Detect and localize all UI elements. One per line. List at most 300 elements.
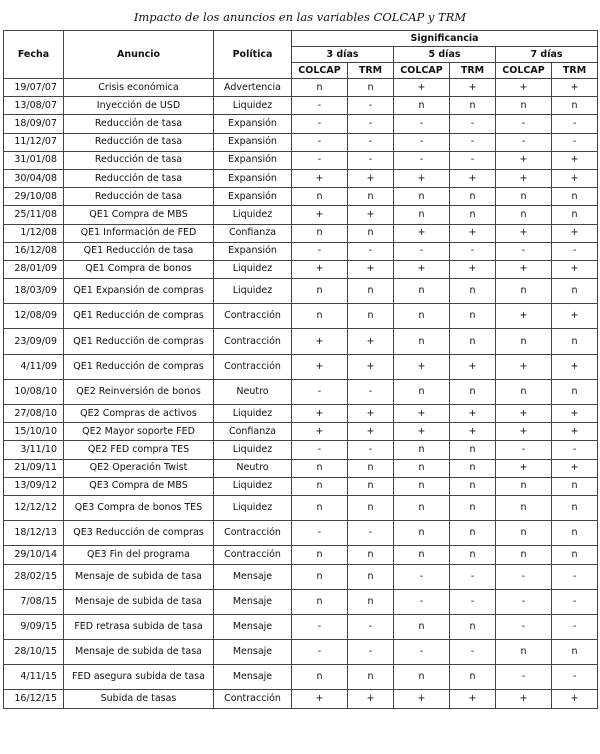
- cell-significancia: +: [394, 224, 450, 242]
- cell-significancia: +: [394, 169, 450, 187]
- cell-significancia: n: [496, 477, 552, 495]
- cell-significancia: -: [496, 589, 552, 614]
- cell-politica: Mensaje: [214, 614, 292, 639]
- table-row: [4, 206, 598, 224]
- cell-significancia: n: [394, 477, 450, 495]
- table-row: [4, 133, 598, 151]
- cell-significancia: -: [450, 242, 496, 260]
- cell-anuncio: QE1 Reducción de compras: [64, 354, 214, 379]
- cell-significancia: +: [496, 354, 552, 379]
- cell-anuncio: Inyección de USD: [64, 97, 214, 115]
- table-row: [4, 169, 598, 187]
- cell-anuncio: Subida de tasas: [64, 690, 214, 708]
- cell-fecha: 30/04/08: [4, 169, 64, 187]
- cell-significancia: -: [292, 379, 348, 404]
- cell-significancia: +: [394, 423, 450, 441]
- cell-significancia: -: [348, 242, 394, 260]
- table-row: [4, 405, 598, 423]
- table-row: [4, 279, 598, 304]
- cell-anuncio: Crisis económica: [64, 79, 214, 97]
- cell-fecha: 15/10/10: [4, 423, 64, 441]
- cell-significancia: -: [496, 441, 552, 459]
- table-row: [4, 304, 598, 329]
- cell-significancia: +: [450, 260, 496, 278]
- cell-fecha: 19/07/07: [4, 79, 64, 97]
- cell-anuncio: QE3 Compra de MBS: [64, 477, 214, 495]
- cell-fecha: 10/08/10: [4, 379, 64, 404]
- cell-significancia: -: [552, 665, 598, 690]
- cell-significancia: n: [450, 614, 496, 639]
- cell-significancia: -: [496, 115, 552, 133]
- table-row: [4, 423, 598, 441]
- cell-significancia: +: [292, 405, 348, 423]
- cell-anuncio: QE3 Fin del programa: [64, 546, 214, 564]
- cell-significancia: n: [552, 279, 598, 304]
- table-row: [4, 79, 598, 97]
- header-var: COLCAP: [292, 63, 348, 79]
- cell-anuncio: Reducción de tasa: [64, 151, 214, 169]
- cell-politica: Contracción: [214, 690, 292, 708]
- cell-fecha: 9/09/15: [4, 614, 64, 639]
- header-var: TRM: [450, 63, 496, 79]
- cell-significancia: -: [348, 614, 394, 639]
- cell-significancia: +: [496, 690, 552, 708]
- header-anuncio: Anuncio: [64, 31, 214, 79]
- table-row: [4, 564, 598, 589]
- cell-significancia: +: [348, 354, 394, 379]
- cell-fecha: 28/10/15: [4, 640, 64, 665]
- cell-significancia: -: [552, 115, 598, 133]
- cell-significancia: n: [496, 188, 552, 206]
- cell-significancia: n: [450, 379, 496, 404]
- cell-significancia: n: [552, 495, 598, 520]
- cell-significancia: +: [348, 169, 394, 187]
- cell-anuncio: QE3 Reducción de compras: [64, 521, 214, 546]
- cell-significancia: n: [394, 614, 450, 639]
- cell-politica: Mensaje: [214, 564, 292, 589]
- cell-significancia: -: [552, 564, 598, 589]
- cell-significancia: n: [552, 188, 598, 206]
- cell-significancia: n: [292, 495, 348, 520]
- cell-significancia: +: [394, 690, 450, 708]
- cell-fecha: 21/09/11: [4, 459, 64, 477]
- cell-significancia: +: [552, 459, 598, 477]
- cell-significancia: n: [292, 304, 348, 329]
- cell-significancia: n: [450, 495, 496, 520]
- cell-significancia: -: [292, 521, 348, 546]
- cell-politica: Expansión: [214, 115, 292, 133]
- cell-politica: Liquidez: [214, 441, 292, 459]
- cell-significancia: n: [496, 279, 552, 304]
- cell-significancia: -: [394, 564, 450, 589]
- cell-significancia: +: [552, 354, 598, 379]
- table-row: [4, 495, 598, 520]
- cell-significancia: +: [394, 354, 450, 379]
- cell-fecha: 28/02/15: [4, 564, 64, 589]
- header-var: COLCAP: [394, 63, 450, 79]
- cell-fecha: 23/09/09: [4, 329, 64, 354]
- cell-significancia: +: [348, 206, 394, 224]
- header-var: TRM: [348, 63, 394, 79]
- cell-politica: Liquidez: [214, 279, 292, 304]
- cell-fecha: 18/09/07: [4, 115, 64, 133]
- cell-significancia: n: [394, 188, 450, 206]
- cell-significancia: -: [394, 151, 450, 169]
- cell-politica: Expansión: [214, 242, 292, 260]
- cell-significancia: n: [552, 206, 598, 224]
- cell-significancia: +: [496, 224, 552, 242]
- cell-significancia: +: [292, 329, 348, 354]
- cell-significancia: n: [450, 329, 496, 354]
- cell-significancia: n: [450, 665, 496, 690]
- cell-significancia: -: [552, 133, 598, 151]
- cell-significancia: -: [552, 614, 598, 639]
- cell-significancia: n: [450, 521, 496, 546]
- cell-significancia: +: [394, 79, 450, 97]
- cell-fecha: 11/12/07: [4, 133, 64, 151]
- cell-significancia: n: [450, 546, 496, 564]
- cell-significancia: +: [348, 329, 394, 354]
- cell-significancia: -: [450, 589, 496, 614]
- cell-significancia: n: [394, 441, 450, 459]
- cell-politica: Expansión: [214, 133, 292, 151]
- cell-significancia: n: [496, 206, 552, 224]
- cell-politica: Confianza: [214, 224, 292, 242]
- cell-politica: Liquidez: [214, 97, 292, 115]
- table-row: [4, 188, 598, 206]
- cell-significancia: +: [394, 260, 450, 278]
- cell-significancia: -: [348, 521, 394, 546]
- cell-politica: Mensaje: [214, 665, 292, 690]
- cell-significancia: -: [348, 97, 394, 115]
- cell-significancia: n: [394, 304, 450, 329]
- cell-fecha: 16/12/15: [4, 690, 64, 708]
- table-row: [4, 477, 598, 495]
- cell-significancia: -: [552, 242, 598, 260]
- cell-significancia: -: [450, 564, 496, 589]
- cell-politica: Mensaje: [214, 589, 292, 614]
- cell-significancia: n: [348, 477, 394, 495]
- cell-significancia: +: [496, 304, 552, 329]
- cell-significancia: n: [450, 304, 496, 329]
- cell-significancia: +: [348, 260, 394, 278]
- cell-significancia: -: [292, 640, 348, 665]
- cell-significancia: n: [348, 224, 394, 242]
- table-row: [4, 521, 598, 546]
- table-body: [4, 79, 598, 709]
- cell-politica: Contracción: [214, 521, 292, 546]
- cell-significancia: +: [292, 423, 348, 441]
- cell-politica: Expansión: [214, 151, 292, 169]
- cell-significancia: +: [496, 79, 552, 97]
- cell-significancia: n: [348, 665, 394, 690]
- cell-fecha: 3/11/10: [4, 441, 64, 459]
- cell-significancia: +: [552, 169, 598, 187]
- cell-significancia: n: [292, 79, 348, 97]
- cell-politica: Confianza: [214, 423, 292, 441]
- cell-significancia: -: [394, 640, 450, 665]
- cell-significancia: n: [450, 279, 496, 304]
- cell-significancia: n: [394, 546, 450, 564]
- cell-significancia: n: [450, 441, 496, 459]
- cell-significancia: +: [450, 169, 496, 187]
- cell-significancia: +: [450, 79, 496, 97]
- cell-significancia: n: [552, 546, 598, 564]
- cell-significancia: n: [292, 279, 348, 304]
- cell-significancia: +: [552, 423, 598, 441]
- cell-fecha: 16/12/08: [4, 242, 64, 260]
- cell-significancia: n: [552, 477, 598, 495]
- cell-anuncio: Reducción de tasa: [64, 188, 214, 206]
- cell-significancia: n: [292, 459, 348, 477]
- cell-significancia: +: [348, 423, 394, 441]
- cell-politica: Neutro: [214, 459, 292, 477]
- cell-significancia: n: [394, 379, 450, 404]
- cell-fecha: 12/08/09: [4, 304, 64, 329]
- cell-anuncio: QE2 Mayor soporte FED: [64, 423, 214, 441]
- table-row: [4, 441, 598, 459]
- cell-politica: Neutro: [214, 379, 292, 404]
- cell-significancia: -: [348, 133, 394, 151]
- cell-significancia: -: [292, 151, 348, 169]
- cell-anuncio: FED asegura subida de tasa: [64, 665, 214, 690]
- table-row: [4, 546, 598, 564]
- cell-significancia: -: [292, 242, 348, 260]
- cell-significancia: -: [394, 242, 450, 260]
- cell-fecha: 13/08/07: [4, 97, 64, 115]
- cell-significancia: n: [496, 640, 552, 665]
- cell-significancia: n: [348, 546, 394, 564]
- cell-significancia: +: [552, 79, 598, 97]
- cell-significancia: n: [348, 304, 394, 329]
- cell-significancia: +: [292, 260, 348, 278]
- cell-politica: Liquidez: [214, 260, 292, 278]
- cell-fecha: 31/01/08: [4, 151, 64, 169]
- cell-fecha: 1/12/08: [4, 224, 64, 242]
- cell-significancia: +: [552, 405, 598, 423]
- cell-anuncio: Mensaje de subida de tasa: [64, 564, 214, 589]
- cell-significancia: n: [450, 459, 496, 477]
- cell-politica: Liquidez: [214, 405, 292, 423]
- cell-politica: Mensaje: [214, 640, 292, 665]
- cell-politica: Expansión: [214, 169, 292, 187]
- cell-significancia: +: [552, 260, 598, 278]
- cell-significancia: +: [292, 206, 348, 224]
- cell-significancia: n: [348, 188, 394, 206]
- header-period-3: 3 días: [292, 47, 394, 63]
- cell-significancia: n: [394, 97, 450, 115]
- table-row: [4, 354, 598, 379]
- cell-significancia: n: [348, 459, 394, 477]
- cell-significancia: +: [292, 169, 348, 187]
- cell-significancia: n: [348, 279, 394, 304]
- table-row: [4, 97, 598, 115]
- header-var: COLCAP: [496, 63, 552, 79]
- cell-significancia: n: [348, 79, 394, 97]
- table-row: [4, 614, 598, 639]
- header-var: TRM: [552, 63, 598, 79]
- cell-significancia: n: [552, 329, 598, 354]
- cell-significancia: -: [348, 441, 394, 459]
- cell-significancia: -: [292, 97, 348, 115]
- cell-significancia: n: [394, 329, 450, 354]
- cell-significancia: -: [496, 564, 552, 589]
- cell-significancia: -: [394, 589, 450, 614]
- cell-significancia: -: [394, 133, 450, 151]
- cell-significancia: n: [496, 329, 552, 354]
- cell-politica: Expansión: [214, 188, 292, 206]
- cell-significancia: -: [450, 640, 496, 665]
- cell-significancia: n: [348, 564, 394, 589]
- cell-anuncio: QE1 Expansión de compras: [64, 279, 214, 304]
- cell-politica: Liquidez: [214, 206, 292, 224]
- table-row: [4, 329, 598, 354]
- cell-significancia: n: [292, 546, 348, 564]
- table-row: [4, 589, 598, 614]
- cell-significancia: +: [496, 459, 552, 477]
- cell-anuncio: QE2 FED compra TES: [64, 441, 214, 459]
- cell-fecha: 4/11/09: [4, 354, 64, 379]
- cell-anuncio: Mensaje de subida de tasa: [64, 640, 214, 665]
- cell-significancia: n: [394, 521, 450, 546]
- cell-significancia: +: [496, 169, 552, 187]
- header-period-5: 5 días: [394, 47, 496, 63]
- cell-significancia: n: [496, 521, 552, 546]
- cell-anuncio: QE1 Reducción de tasa: [64, 242, 214, 260]
- cell-significancia: n: [450, 97, 496, 115]
- cell-significancia: n: [394, 206, 450, 224]
- cell-significancia: n: [450, 477, 496, 495]
- cell-significancia: +: [496, 405, 552, 423]
- cell-anuncio: QE2 Reinversión de bonos: [64, 379, 214, 404]
- header-fecha: Fecha: [4, 31, 64, 79]
- cell-fecha: 29/10/14: [4, 546, 64, 564]
- header-significancia: Significancia: [292, 31, 598, 47]
- cell-significancia: n: [450, 206, 496, 224]
- cell-significancia: -: [394, 115, 450, 133]
- cell-fecha: 28/01/09: [4, 260, 64, 278]
- cell-significancia: +: [496, 423, 552, 441]
- cell-significancia: +: [496, 260, 552, 278]
- cell-significancia: +: [552, 304, 598, 329]
- cell-politica: Contracción: [214, 304, 292, 329]
- cell-anuncio: Reducción de tasa: [64, 115, 214, 133]
- cell-significancia: +: [450, 405, 496, 423]
- cell-politica: Liquidez: [214, 477, 292, 495]
- table-row: [4, 690, 598, 708]
- table-caption: Impacto de los anuncios en las variables COLCAP y TRM: [133, 10, 467, 24]
- cell-significancia: -: [348, 115, 394, 133]
- cell-anuncio: QE1 Compra de bonos: [64, 260, 214, 278]
- cell-significancia: +: [450, 423, 496, 441]
- cell-significancia: -: [348, 379, 394, 404]
- cell-significancia: n: [292, 665, 348, 690]
- table-row: [4, 640, 598, 665]
- table-row: [4, 260, 598, 278]
- cell-anuncio: QE3 Compra de bonos TES: [64, 495, 214, 520]
- cell-significancia: -: [552, 441, 598, 459]
- cell-significancia: -: [348, 151, 394, 169]
- cell-fecha: 12/12/12: [4, 495, 64, 520]
- cell-significancia: n: [552, 521, 598, 546]
- cell-significancia: +: [552, 690, 598, 708]
- cell-significancia: n: [292, 589, 348, 614]
- table-row: [4, 665, 598, 690]
- cell-significancia: n: [496, 495, 552, 520]
- cell-fecha: 18/12/13: [4, 521, 64, 546]
- cell-significancia: n: [292, 224, 348, 242]
- table-row: [4, 224, 598, 242]
- cell-politica: Advertencia: [214, 79, 292, 97]
- cell-significancia: n: [552, 379, 598, 404]
- cell-significancia: +: [292, 354, 348, 379]
- cell-significancia: +: [450, 224, 496, 242]
- cell-anuncio: Reducción de tasa: [64, 133, 214, 151]
- cell-politica: Liquidez: [214, 495, 292, 520]
- cell-fecha: 7/08/15: [4, 589, 64, 614]
- cell-significancia: n: [394, 279, 450, 304]
- cell-significancia: -: [450, 133, 496, 151]
- cell-fecha: 29/10/08: [4, 188, 64, 206]
- cell-significancia: n: [348, 589, 394, 614]
- cell-fecha: 4/11/15: [4, 665, 64, 690]
- cell-significancia: n: [292, 477, 348, 495]
- cell-significancia: +: [552, 151, 598, 169]
- cell-significancia: +: [394, 405, 450, 423]
- cell-anuncio: Mensaje de subida de tasa: [64, 589, 214, 614]
- cell-significancia: -: [496, 614, 552, 639]
- cell-significancia: n: [552, 640, 598, 665]
- cell-significancia: -: [496, 133, 552, 151]
- cell-anuncio: QE1 Compra de MBS: [64, 206, 214, 224]
- cell-significancia: n: [496, 379, 552, 404]
- cell-significancia: -: [292, 115, 348, 133]
- cell-significancia: -: [450, 151, 496, 169]
- cell-significancia: -: [292, 614, 348, 639]
- cell-fecha: 27/08/10: [4, 405, 64, 423]
- table-row: [4, 115, 598, 133]
- cell-significancia: n: [292, 188, 348, 206]
- cell-politica: Contracción: [214, 546, 292, 564]
- cell-significancia: +: [496, 151, 552, 169]
- cell-anuncio: QE1 Reducción de compras: [64, 329, 214, 354]
- header-politica: Política: [214, 31, 292, 79]
- cell-significancia: +: [348, 690, 394, 708]
- cell-significancia: n: [496, 546, 552, 564]
- announcements-table: [3, 30, 598, 709]
- cell-significancia: n: [292, 564, 348, 589]
- cell-significancia: n: [394, 495, 450, 520]
- cell-politica: Contracción: [214, 354, 292, 379]
- cell-anuncio: Reducción de tasa: [64, 169, 214, 187]
- cell-significancia: -: [292, 133, 348, 151]
- cell-significancia: -: [450, 115, 496, 133]
- cell-significancia: n: [394, 665, 450, 690]
- cell-significancia: n: [450, 188, 496, 206]
- cell-significancia: +: [292, 690, 348, 708]
- cell-significancia: +: [450, 354, 496, 379]
- cell-significancia: -: [552, 589, 598, 614]
- table-row: [4, 459, 598, 477]
- cell-significancia: n: [496, 97, 552, 115]
- cell-significancia: -: [292, 441, 348, 459]
- cell-politica: Contracción: [214, 329, 292, 354]
- cell-significancia: n: [552, 97, 598, 115]
- cell-significancia: -: [496, 242, 552, 260]
- header-period-7: 7 días: [496, 47, 598, 63]
- cell-significancia: n: [348, 495, 394, 520]
- cell-anuncio: FED retrasa subida de tasa: [64, 614, 214, 639]
